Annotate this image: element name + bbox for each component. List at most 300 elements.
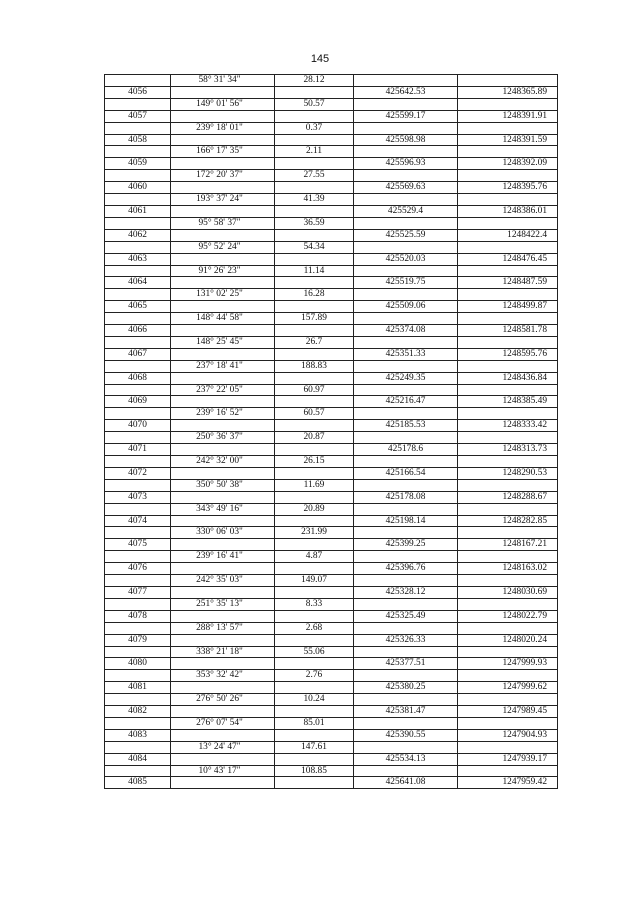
northing-cell: [458, 122, 558, 134]
bearing-cell: 95° 52' 24": [171, 241, 275, 253]
bearing-cell: [171, 706, 275, 718]
bearing-cell: 239° 18' 01": [171, 122, 275, 134]
point-cell: 4061: [105, 205, 171, 217]
distance-cell: 60.57: [275, 408, 354, 420]
bearing-cell: 350° 50' 38": [171, 479, 275, 491]
point-cell: 4063: [105, 253, 171, 265]
table-row: [105, 253, 558, 265]
point-cell: [105, 479, 171, 491]
distance-cell: [275, 134, 354, 146]
northing-cell: 1248282.85: [458, 515, 558, 527]
bearing-cell: [171, 182, 275, 194]
easting-cell: 425178.08: [354, 491, 458, 503]
distance-cell: 2.11: [275, 146, 354, 158]
easting-cell: 425534.13: [354, 753, 458, 765]
point-cell: 4083: [105, 729, 171, 741]
bearing-cell: 251° 35' 13": [171, 598, 275, 610]
point-cell: 4084: [105, 753, 171, 765]
easting-cell: [354, 479, 458, 491]
bearing-cell: 276° 07' 54": [171, 717, 275, 729]
northing-cell: 1248395.76: [458, 182, 558, 194]
table-row: [105, 420, 558, 432]
northing-cell: [458, 694, 558, 706]
distance-cell: [275, 539, 354, 551]
easting-cell: [354, 336, 458, 348]
bearing-cell: [171, 348, 275, 360]
distance-cell: 4.87: [275, 551, 354, 563]
easting-cell: [354, 527, 458, 539]
northing-cell: 1248391.91: [458, 110, 558, 122]
point-cell: [105, 741, 171, 753]
distance-cell: [275, 586, 354, 598]
point-cell: [105, 336, 171, 348]
point-cell: [105, 122, 171, 134]
distance-cell: 50.57: [275, 98, 354, 110]
bearing-cell: [171, 753, 275, 765]
distance-cell: 28.12: [275, 75, 354, 87]
table-row: [105, 277, 558, 289]
distance-cell: 27.55: [275, 170, 354, 182]
point-cell: [105, 265, 171, 277]
table-row: [105, 610, 558, 622]
table-row: [105, 586, 558, 598]
point-cell: [105, 717, 171, 729]
table-row: [105, 194, 558, 206]
easting-cell: 425381.47: [354, 706, 458, 718]
distance-cell: [275, 229, 354, 241]
distance-cell: [275, 682, 354, 694]
northing-cell: 1248313.73: [458, 444, 558, 456]
point-cell: [105, 432, 171, 444]
coordinates-table: [104, 74, 558, 789]
northing-cell: [458, 289, 558, 301]
easting-cell: [354, 146, 458, 158]
bearing-cell: 330° 06' 03": [171, 527, 275, 539]
easting-cell: 425328.12: [354, 586, 458, 598]
bearing-cell: [171, 253, 275, 265]
point-cell: 4082: [105, 706, 171, 718]
bearing-cell: [171, 396, 275, 408]
distance-cell: [275, 86, 354, 98]
table-row: [105, 622, 558, 634]
point-cell: 4081: [105, 682, 171, 694]
easting-cell: [354, 741, 458, 753]
point-cell: 4056: [105, 86, 171, 98]
distance-cell: [275, 658, 354, 670]
table-row: [105, 598, 558, 610]
bearing-cell: [171, 110, 275, 122]
point-cell: [105, 313, 171, 325]
distance-cell: 231.99: [275, 527, 354, 539]
table-row: [105, 646, 558, 658]
easting-cell: [354, 694, 458, 706]
table-row: [105, 491, 558, 503]
table-row: [105, 717, 558, 729]
distance-cell: 11.69: [275, 479, 354, 491]
bearing-cell: 58° 31' 34": [171, 75, 275, 87]
easting-cell: [354, 122, 458, 134]
point-cell: 4059: [105, 158, 171, 170]
point-cell: 4079: [105, 634, 171, 646]
northing-cell: [458, 575, 558, 587]
table-row: [105, 86, 558, 98]
bearing-cell: [171, 539, 275, 551]
point-cell: [105, 527, 171, 539]
distance-cell: 41.39: [275, 194, 354, 206]
bearing-cell: [171, 86, 275, 98]
point-cell: 4080: [105, 658, 171, 670]
easting-cell: 425396.76: [354, 563, 458, 575]
point-cell: [105, 384, 171, 396]
bearing-cell: [171, 277, 275, 289]
point-cell: [105, 98, 171, 110]
table-row: [105, 265, 558, 277]
easting-cell: [354, 765, 458, 777]
northing-cell: 1248499.87: [458, 301, 558, 313]
northing-cell: [458, 336, 558, 348]
northing-cell: 1248422.4: [458, 229, 558, 241]
easting-cell: 425178.6: [354, 444, 458, 456]
easting-cell: [354, 622, 458, 634]
northing-cell: 1248333.42: [458, 420, 558, 432]
northing-cell: 1248392.09: [458, 158, 558, 170]
bearing-cell: 242° 32' 00": [171, 456, 275, 468]
point-cell: [105, 408, 171, 420]
easting-cell: 425525.59: [354, 229, 458, 241]
northing-cell: [458, 194, 558, 206]
bearing-cell: 166° 17' 35": [171, 146, 275, 158]
bearing-cell: 131° 02' 25": [171, 289, 275, 301]
northing-cell: [458, 670, 558, 682]
northing-cell: 1248030.69: [458, 586, 558, 598]
bearing-cell: [171, 420, 275, 432]
northing-cell: [458, 170, 558, 182]
table-row: [105, 753, 558, 765]
distance-cell: 60.97: [275, 384, 354, 396]
bearing-cell: [171, 158, 275, 170]
northing-cell: [458, 75, 558, 87]
easting-cell: 425598.98: [354, 134, 458, 146]
northing-cell: [458, 313, 558, 325]
northing-cell: 1248365.89: [458, 86, 558, 98]
point-cell: 4065: [105, 301, 171, 313]
bearing-cell: [171, 205, 275, 217]
distance-cell: 55.06: [275, 646, 354, 658]
easting-cell: 425596.93: [354, 158, 458, 170]
northing-cell: [458, 527, 558, 539]
distance-cell: 16.28: [275, 289, 354, 301]
point-cell: [105, 551, 171, 563]
bearing-cell: [171, 229, 275, 241]
northing-cell: [458, 456, 558, 468]
northing-cell: [458, 741, 558, 753]
distance-cell: [275, 348, 354, 360]
point-cell: 4075: [105, 539, 171, 551]
point-cell: [105, 670, 171, 682]
distance-cell: [275, 396, 354, 408]
easting-cell: 425374.08: [354, 325, 458, 337]
point-cell: [105, 360, 171, 372]
distance-cell: 8.33: [275, 598, 354, 610]
northing-cell: 1247904.93: [458, 729, 558, 741]
distance-cell: [275, 729, 354, 741]
distance-cell: 2.68: [275, 622, 354, 634]
bearing-cell: [171, 777, 275, 789]
northing-cell: [458, 241, 558, 253]
point-cell: [105, 694, 171, 706]
table-row: [105, 348, 558, 360]
table-row: [105, 146, 558, 158]
easting-cell: [354, 170, 458, 182]
northing-cell: 1247999.93: [458, 658, 558, 670]
easting-cell: [354, 408, 458, 420]
easting-cell: 425642.53: [354, 86, 458, 98]
table-row: [105, 432, 558, 444]
bearing-cell: [171, 682, 275, 694]
distance-cell: 0.37: [275, 122, 354, 134]
table-row: [105, 372, 558, 384]
bearing-cell: [171, 325, 275, 337]
bearing-cell: [171, 586, 275, 598]
distance-cell: 157.89: [275, 313, 354, 325]
point-cell: [105, 146, 171, 158]
bearing-cell: [171, 301, 275, 313]
easting-cell: [354, 194, 458, 206]
easting-cell: [354, 575, 458, 587]
bearing-cell: 172° 20' 37": [171, 170, 275, 182]
distance-cell: [275, 444, 354, 456]
distance-cell: [275, 325, 354, 337]
table-row: [105, 658, 558, 670]
distance-cell: [275, 777, 354, 789]
bearing-cell: 250° 36' 37": [171, 432, 275, 444]
easting-cell: 425599.17: [354, 110, 458, 122]
point-cell: 4058: [105, 134, 171, 146]
table-row: [105, 444, 558, 456]
point-cell: 4072: [105, 467, 171, 479]
northing-cell: 1248288.67: [458, 491, 558, 503]
easting-cell: [354, 670, 458, 682]
distance-cell: 36.59: [275, 217, 354, 229]
point-cell: [105, 241, 171, 253]
distance-cell: [275, 467, 354, 479]
point-cell: 4078: [105, 610, 171, 622]
easting-cell: 425380.25: [354, 682, 458, 694]
northing-cell: [458, 646, 558, 658]
point-cell: [105, 646, 171, 658]
table-row: [105, 336, 558, 348]
table-row: [105, 575, 558, 587]
point-cell: 4066: [105, 325, 171, 337]
table-row: [105, 241, 558, 253]
northing-cell: [458, 146, 558, 158]
point-cell: [105, 622, 171, 634]
table-row: [105, 325, 558, 337]
bearing-cell: [171, 372, 275, 384]
bearing-cell: 149° 01' 56": [171, 98, 275, 110]
northing-cell: 1248386.01: [458, 205, 558, 217]
easting-cell: 425519.75: [354, 277, 458, 289]
table-row: [105, 98, 558, 110]
distance-cell: 20.87: [275, 432, 354, 444]
bearing-cell: [171, 467, 275, 479]
page-number: 145: [310, 53, 330, 65]
northing-cell: 1248391.59: [458, 134, 558, 146]
bearing-cell: 239° 16' 52": [171, 408, 275, 420]
table-row: [105, 777, 558, 789]
point-cell: 4062: [105, 229, 171, 241]
distance-cell: [275, 158, 354, 170]
point-cell: 4071: [105, 444, 171, 456]
bearing-cell: 91° 26' 23": [171, 265, 275, 277]
distance-cell: [275, 277, 354, 289]
table-row: [105, 110, 558, 122]
northing-cell: 1248167.21: [458, 539, 558, 551]
easting-cell: [354, 384, 458, 396]
bearing-cell: 95° 58' 37": [171, 217, 275, 229]
table-row: [105, 706, 558, 718]
easting-cell: 425399.25: [354, 539, 458, 551]
distance-cell: [275, 515, 354, 527]
northing-cell: 1247939.17: [458, 753, 558, 765]
table-row: [105, 765, 558, 777]
table-row: [105, 551, 558, 563]
northing-cell: 1247959.42: [458, 777, 558, 789]
table-row: [105, 205, 558, 217]
bearing-cell: 242° 35' 03": [171, 575, 275, 587]
northing-cell: 1247989.45: [458, 706, 558, 718]
table-row: [105, 515, 558, 527]
bearing-cell: 237° 22' 05": [171, 384, 275, 396]
easting-cell: 425351.33: [354, 348, 458, 360]
distance-cell: [275, 634, 354, 646]
table-row: [105, 396, 558, 408]
bearing-cell: [171, 491, 275, 503]
distance-cell: 108.85: [275, 765, 354, 777]
easting-cell: [354, 313, 458, 325]
distance-cell: [275, 610, 354, 622]
easting-cell: 425509.06: [354, 301, 458, 313]
easting-cell: 425326.33: [354, 634, 458, 646]
point-cell: 4064: [105, 277, 171, 289]
distance-cell: [275, 301, 354, 313]
distance-cell: 11.14: [275, 265, 354, 277]
northing-cell: [458, 479, 558, 491]
point-cell: 4074: [105, 515, 171, 527]
northing-cell: 1248581.78: [458, 325, 558, 337]
distance-cell: 2.76: [275, 670, 354, 682]
point-cell: 4073: [105, 491, 171, 503]
point-cell: 4085: [105, 777, 171, 789]
distance-cell: [275, 110, 354, 122]
easting-cell: [354, 646, 458, 658]
point-cell: 4060: [105, 182, 171, 194]
easting-cell: [354, 75, 458, 87]
point-cell: 4077: [105, 586, 171, 598]
easting-cell: [354, 265, 458, 277]
table-row: [105, 313, 558, 325]
easting-cell: [354, 503, 458, 515]
table-row: [105, 217, 558, 229]
table-row: [105, 634, 558, 646]
easting-cell: [354, 598, 458, 610]
bearing-cell: 13° 24' 47": [171, 741, 275, 753]
table-row: [105, 408, 558, 420]
table-row: [105, 384, 558, 396]
easting-cell: [354, 717, 458, 729]
table-row: [105, 694, 558, 706]
table-row: [105, 75, 558, 87]
table-row: [105, 729, 558, 741]
bearing-cell: [171, 634, 275, 646]
northing-cell: [458, 551, 558, 563]
table-row: [105, 503, 558, 515]
bearing-cell: 148° 25' 45": [171, 336, 275, 348]
table-row: [105, 158, 558, 170]
northing-cell: 1248476.45: [458, 253, 558, 265]
table-row: [105, 301, 558, 313]
easting-cell: [354, 551, 458, 563]
easting-cell: [354, 241, 458, 253]
table-row: [105, 289, 558, 301]
northing-cell: [458, 408, 558, 420]
distance-cell: 20.89: [275, 503, 354, 515]
table-row: [105, 527, 558, 539]
table-row: [105, 360, 558, 372]
bearing-cell: 148° 44' 58": [171, 313, 275, 325]
northing-cell: 1247999.62: [458, 682, 558, 694]
table-row: [105, 539, 558, 551]
bearing-cell: [171, 610, 275, 622]
northing-cell: 1248290.53: [458, 467, 558, 479]
northing-cell: [458, 265, 558, 277]
bearing-cell: [171, 563, 275, 575]
northing-cell: 1248020.24: [458, 634, 558, 646]
point-cell: [105, 456, 171, 468]
point-cell: [105, 217, 171, 229]
northing-cell: [458, 360, 558, 372]
northing-cell: 1248163.02: [458, 563, 558, 575]
bearing-cell: 338° 21' 18": [171, 646, 275, 658]
easting-cell: 425198.14: [354, 515, 458, 527]
bearing-cell: 353° 32' 42": [171, 670, 275, 682]
bearing-cell: 288° 13' 57": [171, 622, 275, 634]
coordinates-table-body: [105, 75, 558, 789]
distance-cell: [275, 182, 354, 194]
easting-cell: [354, 217, 458, 229]
bearing-cell: 343° 49' 16": [171, 503, 275, 515]
northing-cell: 1248385.49: [458, 396, 558, 408]
easting-cell: 425529.4: [354, 205, 458, 217]
point-cell: [105, 598, 171, 610]
table-row: [105, 741, 558, 753]
easting-cell: 425641.08: [354, 777, 458, 789]
bearing-cell: [171, 134, 275, 146]
bearing-cell: [171, 658, 275, 670]
point-cell: 4067: [105, 348, 171, 360]
point-cell: [105, 194, 171, 206]
point-cell: [105, 75, 171, 87]
coordinates-table-container: [104, 74, 557, 789]
table-row: [105, 182, 558, 194]
easting-cell: 425249.35: [354, 372, 458, 384]
bearing-cell: 276° 50' 26": [171, 694, 275, 706]
bearing-cell: [171, 515, 275, 527]
table-row: [105, 229, 558, 241]
point-cell: 4057: [105, 110, 171, 122]
point-cell: [105, 289, 171, 301]
table-row: [105, 467, 558, 479]
